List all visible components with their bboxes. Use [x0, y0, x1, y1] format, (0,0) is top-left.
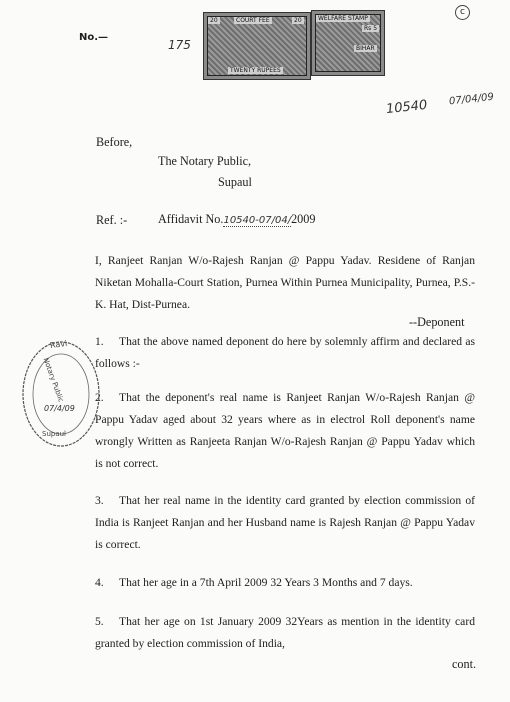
addressee-before: Before,	[96, 135, 133, 149]
ref-year: 2009	[291, 212, 316, 226]
page-mark: c	[455, 5, 470, 20]
intro-paragraph: I, Ranjeet Ranjan W/o-Rajesh Ranjan @ Pappu Yadav. Residene of Ranjan Niketan Mohalla-Court Station, Purnea Within Purnea Municipality, Purnea, P.S.-K. Hat, Dist-Purnea.	[95, 254, 475, 311]
paragraph-5	[95, 611, 475, 655]
number-label: No.—	[79, 32, 109, 43]
ref-handwritten: 10540-07/04/	[223, 215, 292, 226]
stamp-value: 20	[210, 17, 218, 24]
seal-text-bottom: Supaul	[42, 430, 66, 438]
paragraph-text: That the above named deponent do here by solemnly affirm and declared as follows :-	[95, 335, 475, 370]
ref-label: Ref. :-	[96, 213, 128, 227]
paragraph-2	[95, 387, 475, 475]
stamp-footer: BIHAR	[356, 45, 375, 52]
seal-text-top: Ravi	[49, 338, 68, 351]
registration-date: 07/04/09	[448, 91, 495, 108]
paragraph-number: 5.	[95, 615, 104, 628]
paragraph-4	[95, 572, 475, 594]
paragraph-number: 1.	[95, 335, 104, 348]
court-fee-stamp	[203, 12, 311, 80]
addressee-line1: The Notary Public,	[158, 154, 252, 168]
paragraph-3	[95, 490, 475, 556]
seal-date: 07/4/09	[44, 404, 75, 413]
paragraph-text: That her age in a 7th April 2009 32 Years 3 Months and 7 days.	[119, 576, 413, 589]
paragraph-text: That her age on 1st January 2009 32Years as mention in the identity card granted by election commission of India,	[95, 615, 475, 650]
stamp-value: 20	[294, 17, 302, 24]
number-value: 175	[168, 38, 191, 52]
paragraph-text: That her real name in the identity card granted by election commission of India is Ranjeet Ranjan and her Husband name is Rajesh Ranjan @ Pappu Yadav is correct.	[95, 494, 475, 551]
stamp-value: Rs 5	[364, 25, 378, 32]
stamp-label: COURT FEE	[236, 17, 270, 24]
registration-number: 10540	[385, 97, 429, 118]
paragraph-text: That the deponent's real name is Ranjeet Ranjan W/o-Rajesh Ranjan @ Pappu Yadav aged about 32 years where as in electrol Roll deponent's name wrongly Written as Ranjeeta Ranjan W/o-Rajesh Ranjan @ Pappu Yadav which is not correct.	[95, 391, 475, 470]
stamp-footer: TWENTY RUPEES	[230, 67, 281, 74]
ref-line	[158, 213, 315, 226]
paragraph-number: 4.	[95, 576, 104, 589]
paragraph-1	[95, 331, 475, 375]
welfare-stamp	[311, 10, 385, 76]
continued-label: cont.	[452, 657, 477, 671]
paragraph-number: 2.	[95, 391, 104, 404]
seal-text-middle: Notary Public	[41, 356, 65, 404]
paragraph-number: 3.	[95, 494, 104, 507]
stamp-label: WELFARE STAMP	[318, 15, 368, 22]
deponent-label: --Deponent	[409, 315, 465, 329]
ref-prefix: Affidavit No.	[158, 212, 224, 226]
addressee-line2: Supaul	[218, 175, 252, 189]
